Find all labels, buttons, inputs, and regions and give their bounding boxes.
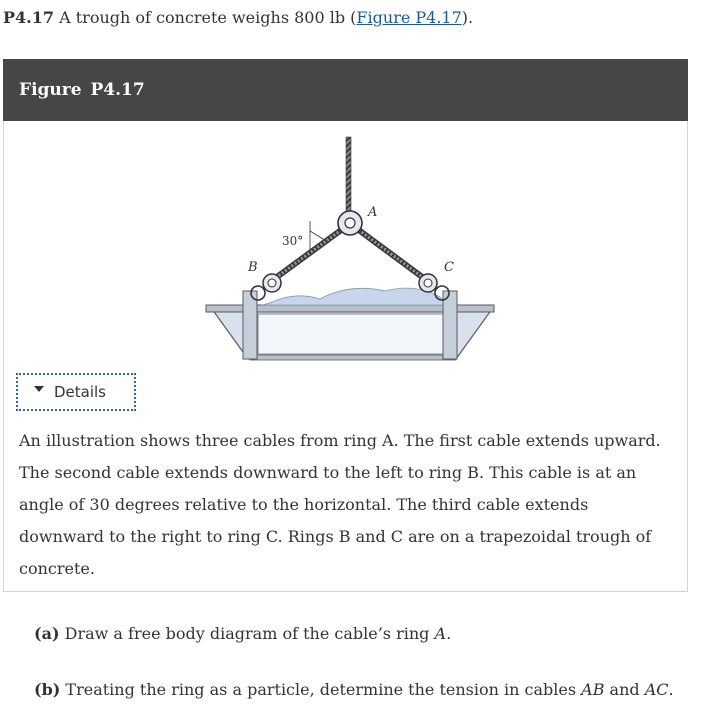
- ring-a: [338, 211, 362, 235]
- part-b-mid: and: [604, 680, 645, 699]
- angle-arc: [310, 231, 326, 241]
- figure-panel-title: Figure P4.17: [19, 80, 145, 100]
- problem-text: A trough of concrete weighs 800 lb (: [59, 8, 357, 27]
- part-a-text: Draw a free body diagram of the cable’s ring: [64, 624, 435, 643]
- part-b-var2: AC: [644, 680, 669, 699]
- part-b-text: Treating the ring as a particle, determine the tension in cables: [65, 680, 582, 699]
- figure-panel-header: [3, 59, 688, 121]
- part-b: [34, 679, 674, 701]
- problem-text-end: ).: [461, 8, 474, 27]
- details-label: Details: [54, 383, 107, 401]
- part-b-label: (b): [34, 680, 61, 699]
- label-c: C: [444, 260, 454, 275]
- figure-description: An illustration shows three cables from ring A. The first cable extends upward. The second cable extends downward to the left to ring B. This cable is at an angle of 30 degrees relative to the horizontal. The third cable extends downward to the right to ring C. Rings B and C are on a trapezoidal trough of concrete.: [19, 431, 661, 578]
- part-b-end: .: [668, 680, 674, 699]
- part-a: [34, 623, 451, 645]
- figure-panel: [3, 59, 688, 592]
- label-b: B: [248, 260, 258, 275]
- problem-statement: [3, 7, 473, 29]
- label-angle: 30°: [282, 234, 304, 248]
- cable-upward: [346, 137, 351, 217]
- part-a-label: (a): [34, 624, 60, 643]
- figure-illustration: [200, 133, 500, 365]
- label-a: A: [368, 205, 378, 220]
- triangle-down-icon: [34, 386, 44, 392]
- part-a-var: A: [434, 624, 447, 643]
- problem-number: P4.17: [3, 8, 54, 27]
- part-b-var1: AB: [581, 680, 605, 699]
- details-toggle[interactable]: [16, 373, 136, 411]
- part-a-end: .: [446, 624, 452, 643]
- figure-link[interactable]: Figure P4.17: [356, 8, 462, 27]
- trough: [206, 288, 494, 360]
